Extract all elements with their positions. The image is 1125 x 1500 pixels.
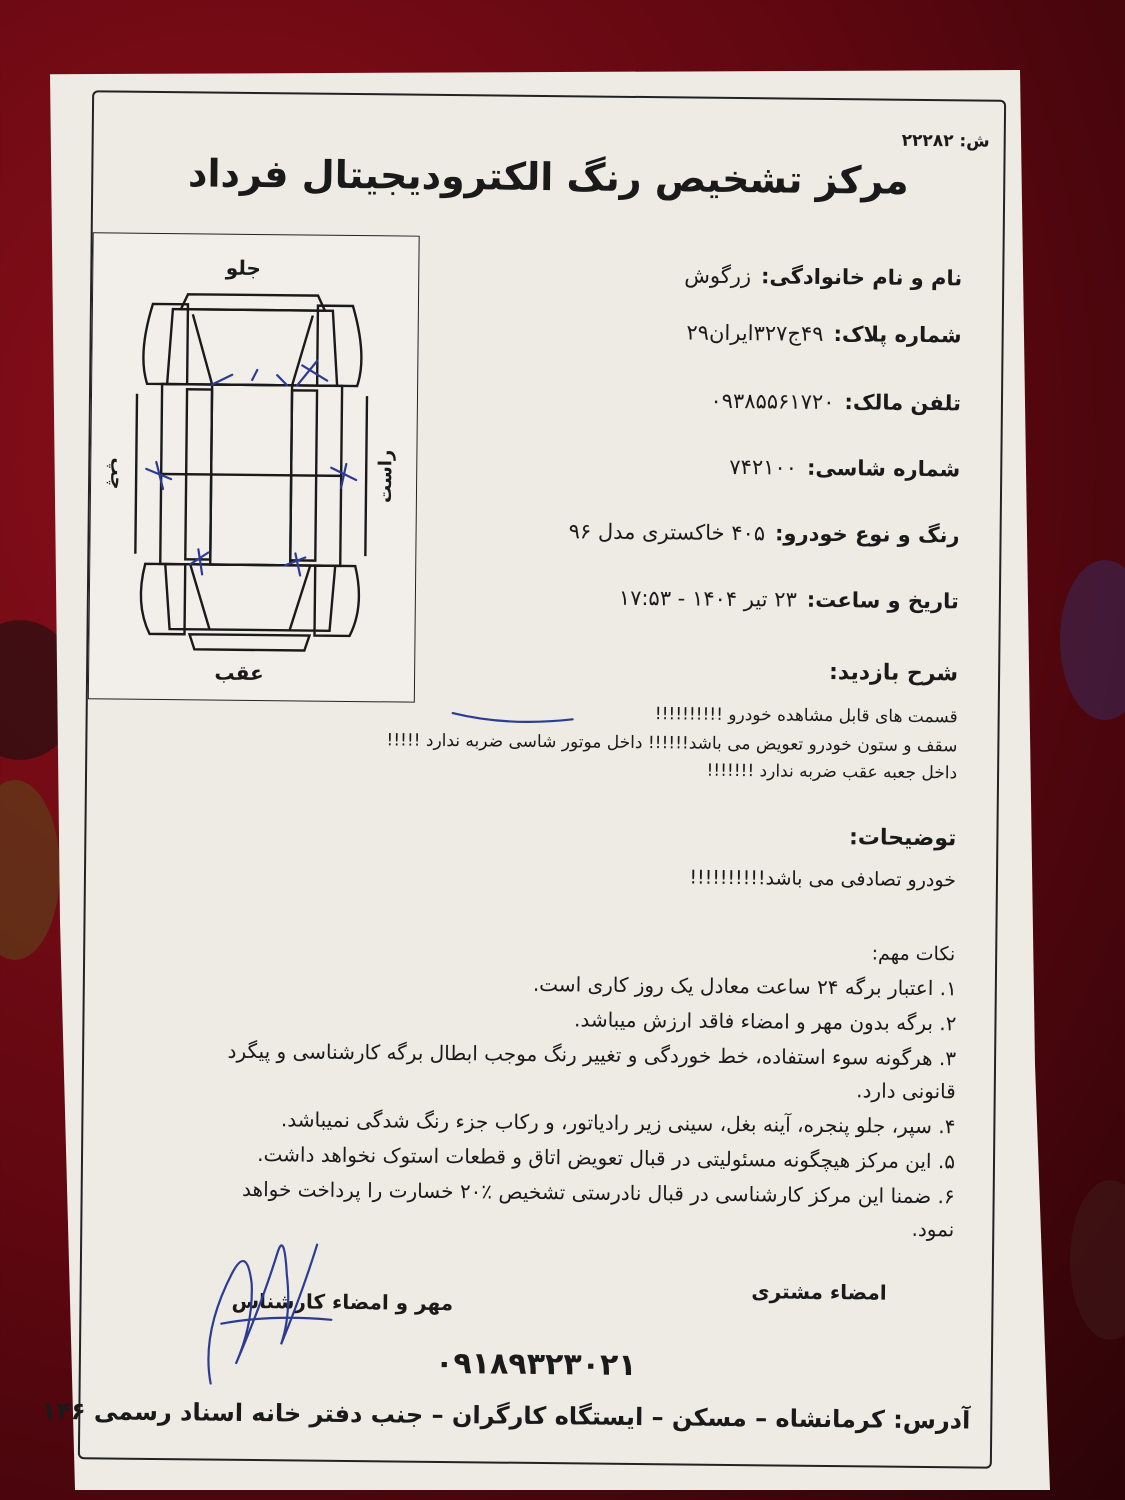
field-value: ۲۳ تیر ۱۴۰۴ - ۱۷:۵۳ (618, 585, 797, 612)
inspection-line: داخل جعبه عقب ضربه ندارد !!!!!!! (706, 760, 958, 784)
car-diagram (88, 232, 420, 702)
rug-pattern (1070, 1180, 1125, 1340)
field-datetime (619, 586, 959, 614)
field-label: شماره پلاک: (833, 322, 962, 348)
rug-pattern (1060, 560, 1125, 720)
field-phone (710, 389, 961, 416)
right-label: راست (374, 449, 397, 504)
left-label: چپ (106, 457, 128, 490)
inspection-heading: شرح بازدید: (828, 660, 959, 687)
notes-heading: نکات مهم: (871, 942, 956, 966)
rug-pattern (0, 780, 60, 960)
field-label: تاریخ و ساعت: (806, 587, 960, 614)
field-vehicle (569, 519, 960, 547)
note-item: ۲. برگه بدون مهر و امضاء فاقد ارزش میباشد. (573, 1007, 957, 1036)
customer-signature-label: امضاء مشتری (751, 1279, 887, 1305)
remarks-heading: توضیحات: (848, 825, 957, 852)
note-item: ۵. این مرکز هیچگونه مسئولیتی در قبال تعویض اتاق و قطعات استوک نخواهد داشت. (257, 1142, 956, 1174)
ink-marks (145, 359, 357, 576)
ink-stroke (448, 708, 578, 729)
serial-number: ش: ۲۲۲۸۲ (901, 130, 990, 152)
inspection-form (41, 90, 1006, 1468)
rear-label: عقب (214, 660, 264, 686)
inspection-line: قسمت های قابل مشاهده خودرو !!!!!!!!!! (654, 704, 958, 728)
remarks-text: خودرو تصادفی می باشد!!!!!!!!!! (689, 866, 957, 892)
expert-signature-label: مهر و امضاء کارشناس (231, 1288, 454, 1316)
inspection-line: سقف و ستون خودرو تعویض می باشد!!!!!! داخل موتور شاسی ضربه ندارد !!!!! (386, 730, 958, 757)
contact-phone: ۰۹۱۸۹۳۲۳۰۲۱ (434, 1345, 637, 1384)
field-value: ۴۰۵ خاکستری مدل ۹۶ (568, 519, 766, 546)
note-item: قانونی دارد. (856, 1078, 956, 1104)
note-item: ۳. هرگونه سوء استفاده، خط خوردگی و تغییر رنگ موجب ابطال برگه کارشناسی و پیگرد (227, 1038, 957, 1071)
front-label: جلو (225, 255, 262, 281)
field-value: ۰۹۳۸۵۵۶۱۷۲۰ (710, 388, 835, 415)
note-item: نمود. (911, 1216, 955, 1242)
field-value: زرگوش (684, 263, 752, 289)
note-item: ۱. اعتبار برگه ۲۴ ساعت معادل یک روز کاری است. (532, 971, 957, 1001)
field-plate (686, 320, 961, 347)
note-item: ۴. سپر، جلو پنجره، آینه بغل، سینی زیر رادیاتور، و رکاب جزء رنگ شدگی نمیباشد. (280, 1107, 956, 1139)
page-title: مرکز تشخیص رنگ الکترودیجیتال فرداد (187, 151, 909, 203)
note-item: ۶. ضمنا این مرکز کارشناسی در قبال نادرستی تشخیص ٪۲۰ خسارت را پرداخت خواهد (241, 1176, 955, 1209)
field-chassis (729, 455, 960, 481)
address-line: آدرس: کرمانشاه – مسکن – ایستگاه کارگران – جنب دفتر خانه اسناد رسمی ۱۴۶ (41, 1396, 971, 1435)
field-name (684, 263, 962, 290)
field-label: رنگ و نوع خودرو: (774, 521, 960, 548)
field-label: نام و نام خانوادگی: (760, 264, 963, 291)
field-value: ۷۴۲۱۰۰ (729, 454, 798, 480)
field-label: شماره شاسی: (806, 455, 961, 482)
field-label: تلفن مالک: (844, 390, 962, 416)
car-body (134, 294, 368, 651)
car-outline-svg (89, 233, 419, 701)
field-value: ۴۹ج۳۲۷ایران۲۹ (686, 320, 824, 346)
